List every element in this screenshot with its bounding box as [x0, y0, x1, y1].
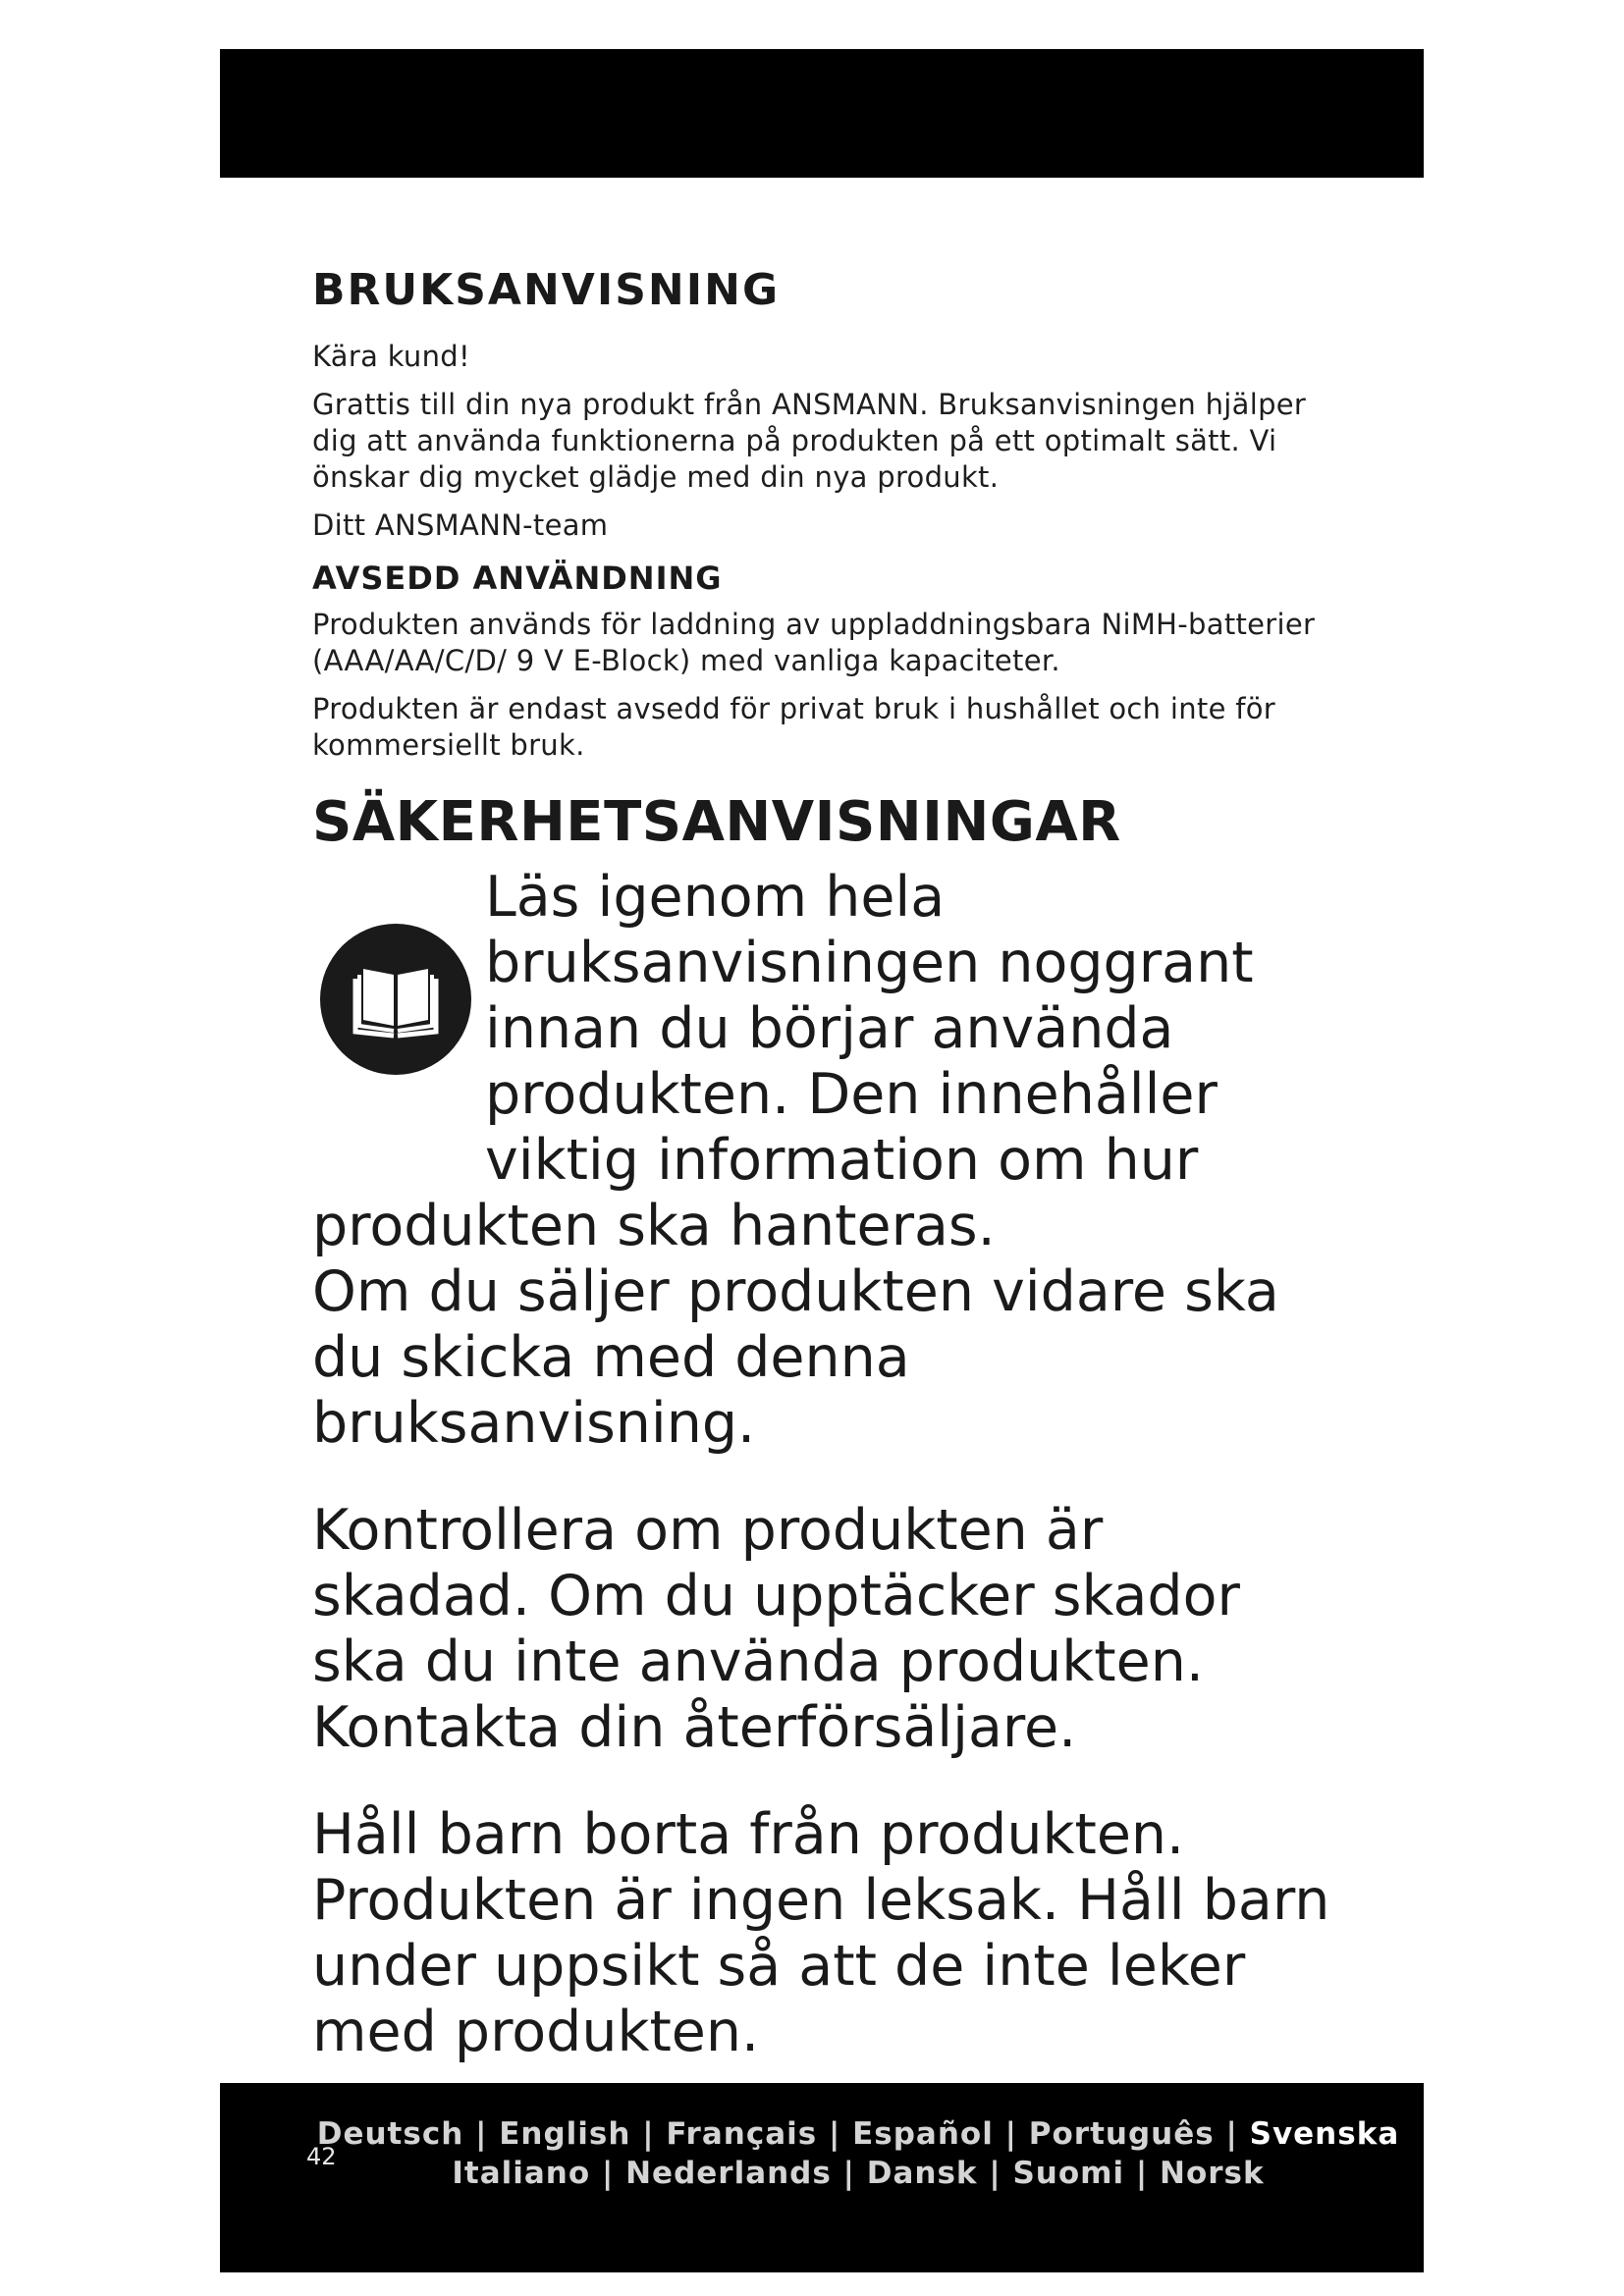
top-header-bar: [220, 49, 1424, 178]
manual-content: [312, 265, 1333, 2065]
language-separator: |: [475, 2116, 488, 2152]
language-link-deutsch[interactable]: Deutsch: [316, 2116, 464, 2152]
language-link-italiano[interactable]: Italiano: [452, 2156, 591, 2191]
damage-notice: Kontrollera om produkten är skadad. Om du upptäcker skador ska du inte använda produkten. Kontakta din återförsäljare.: [312, 1497, 1240, 1760]
language-separator: |: [642, 2116, 655, 2152]
language-link-portugues[interactable]: Português: [1028, 2116, 1215, 2152]
language-separator: |: [1225, 2116, 1238, 2152]
intro-text: Grattis till din nya produkt från ANSMANN. Bruksanvisningen hjälper dig att använda funktionerna på produkten på ett optimalt sätt. Vi önskar dig mycket glädje med din nya produkt.: [312, 387, 1307, 494]
language-separator: |: [842, 2156, 855, 2191]
language-nav-line-2: [220, 2156, 1496, 2191]
language-link-francais[interactable]: Français: [666, 2116, 818, 2152]
language-link-suomi[interactable]: Suomi: [1012, 2156, 1125, 2191]
read-manual-icon-wrap: [312, 865, 485, 1149]
language-link-svenska-current[interactable]: Svenska: [1249, 2116, 1400, 2152]
children-notice: Håll barn borta från produkten. Produkten är ingen leksak. Håll barn under uppsikt så att de inte leker med produkten.: [312, 1801, 1330, 2064]
language-link-espanol[interactable]: Español: [852, 2116, 994, 2152]
read-manual-notice: Läs igenom hela bruksanvisningen noggrant innan du börjar använda produkten. Den innehåller viktig information om hur produkten ska hanteras.: [312, 864, 1254, 1258]
language-link-dansk[interactable]: Dansk: [866, 2156, 978, 2191]
resale-notice: Om du säljer produkten vidare ska du skicka med denna bruksanvisning.: [312, 1258, 1279, 1456]
language-separator: |: [1135, 2156, 1149, 2191]
footer-bar: [220, 2083, 1424, 2272]
language-nav-line-1: [220, 2116, 1496, 2152]
language-separator: |: [601, 2156, 615, 2191]
intended-use-text: Produkten används för laddning av uppladdningsbara NiMH-batterier (AAA/AA/C/D/ 9 V E-Block) med vanliga kapaciteter.: [312, 608, 1316, 678]
intended-use-restriction-text: Produkten är endast avsedd för privat bruk i hushållet och inte för kommersiellt bruk.: [312, 692, 1276, 763]
page-title: BRUKSANVISNING: [312, 265, 781, 315]
language-separator: |: [828, 2116, 841, 2152]
language-separator: |: [989, 2156, 1001, 2191]
page-number: 42: [306, 2143, 337, 2170]
greeting-text: Kära kund!: [312, 339, 470, 373]
language-separator: |: [1004, 2116, 1017, 2152]
language-link-norsk[interactable]: Norsk: [1160, 2156, 1265, 2191]
language-link-english[interactable]: English: [499, 2116, 631, 2152]
intended-use-heading: AVSEDD ANVÄNDNING: [312, 559, 723, 597]
language-link-nederlands[interactable]: Nederlands: [625, 2156, 832, 2191]
safety-heading: SÄKERHETSANVISNINGAR: [312, 790, 1121, 855]
open-book-icon: [320, 924, 471, 1075]
signature-text: Ditt ANSMANN-team: [312, 507, 609, 542]
